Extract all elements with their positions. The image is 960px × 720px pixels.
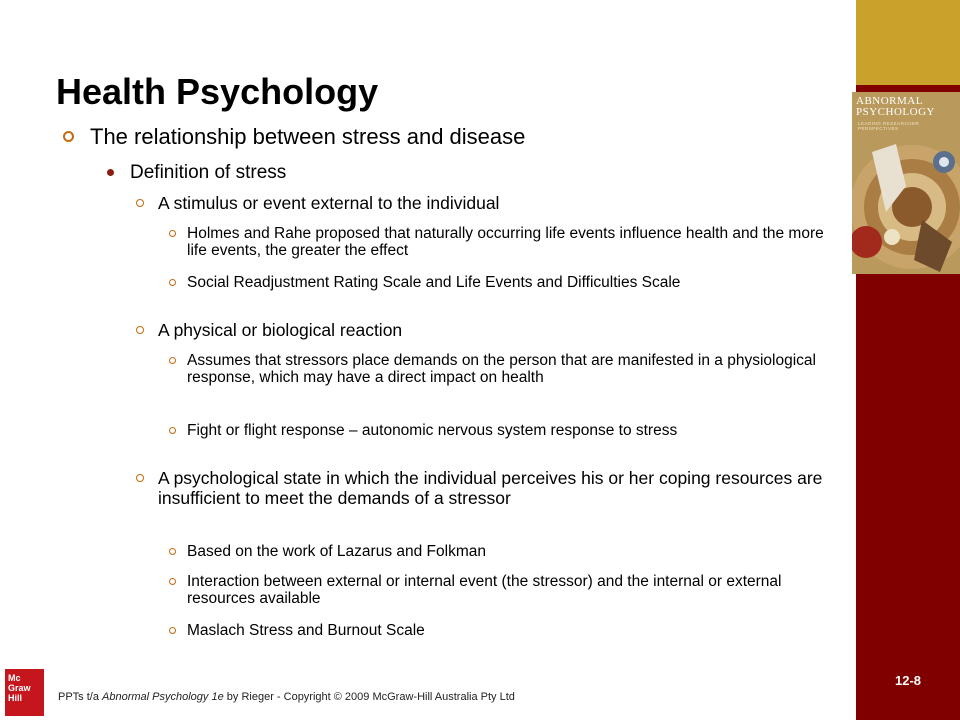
page-number: 12-8 bbox=[894, 673, 922, 688]
logo-line: Hill bbox=[8, 693, 23, 703]
bullet-level3 bbox=[136, 193, 838, 213]
bullet-level4 bbox=[169, 274, 837, 291]
ring-bullet-icon bbox=[169, 548, 176, 555]
logo-line: Graw bbox=[8, 683, 31, 693]
bullet-text: Holmes and Rahe proposed that naturally occurring life events influence health and the more life events, the greater the effect bbox=[187, 225, 824, 259]
dot-bullet-icon bbox=[107, 169, 114, 176]
footer-middle: by Rieger - Copyright bbox=[223, 691, 334, 703]
ring-bullet-icon bbox=[169, 230, 176, 237]
book-cover-title bbox=[856, 96, 960, 118]
copyright-icon: © bbox=[333, 691, 342, 703]
bullet-text: Based on the work of Lazarus and Folkman bbox=[187, 543, 486, 560]
bullet-text: Assumes that stressors place demands on the person that are manifested in a physiological response, which may have a direct impact on health bbox=[187, 352, 816, 386]
bullet-text: Social Readjustment Rating Scale and Life Events and Difficulties Scale bbox=[187, 274, 681, 291]
ring-bullet-icon bbox=[169, 279, 176, 286]
ring-bullet-icon bbox=[136, 474, 144, 482]
bullet-level3 bbox=[136, 320, 838, 340]
ring-bullet-icon bbox=[63, 131, 74, 142]
mcgraw-hill-logo bbox=[5, 669, 44, 716]
footer-suffix: 2009 McGraw-Hill Australia Pty Ltd bbox=[341, 691, 515, 703]
slide-title: Health Psychology bbox=[56, 71, 379, 112]
bullet-text: A stimulus or event external to the individual bbox=[158, 193, 500, 213]
bullet-level4 bbox=[169, 422, 837, 439]
footer-copyright bbox=[58, 691, 515, 703]
bullet-text: A psychological state in which the individual perceives his or her coping resources are insufficient to meet the demands of a stressor bbox=[158, 468, 823, 508]
footer-prefix: PPTs t/a bbox=[58, 691, 103, 703]
ring-bullet-icon bbox=[169, 627, 176, 634]
book-cover-image bbox=[852, 92, 960, 274]
bullet-level3 bbox=[136, 468, 838, 508]
ring-bullet-icon bbox=[169, 578, 176, 585]
bullet-level1 bbox=[63, 123, 525, 151]
bullet-text: A physical or biological reaction bbox=[158, 320, 403, 340]
bullet-level4 bbox=[169, 225, 837, 259]
book-cover-artwork bbox=[852, 92, 960, 274]
footer-book-title: Abnormal Psychology 1e bbox=[102, 691, 224, 703]
logo-line: Mc bbox=[8, 673, 21, 683]
bullet-text: The relationship between stress and disease bbox=[90, 124, 526, 149]
ring-bullet-icon bbox=[169, 427, 176, 434]
bullet-level4 bbox=[169, 543, 837, 560]
book-cover-subtitle: LEADING RESEARCHER PERSPECTIVES bbox=[858, 121, 920, 131]
bullet-level4 bbox=[169, 622, 837, 639]
bullet-level4 bbox=[169, 573, 837, 607]
bullet-level2 bbox=[107, 161, 286, 185]
bullet-text: Fight or flight response – autonomic nervous system response to stress bbox=[187, 422, 678, 439]
ring-bullet-icon bbox=[169, 357, 176, 364]
ring-bullet-icon bbox=[136, 326, 144, 334]
book-cover-title-line2: PSYCHOLOGY bbox=[856, 106, 935, 118]
bullet-text: Interaction between external or internal event (the stressor) and the internal or external resources available bbox=[187, 573, 782, 607]
bullet-text: Maslach Stress and Burnout Scale bbox=[187, 622, 425, 639]
bullet-level4 bbox=[169, 352, 837, 386]
ring-bullet-icon bbox=[136, 199, 144, 207]
sidebar-gold-band bbox=[856, 0, 960, 85]
book-cover-title-line1: ABNORMAL bbox=[856, 95, 923, 107]
bullet-text: Definition of stress bbox=[130, 162, 287, 183]
